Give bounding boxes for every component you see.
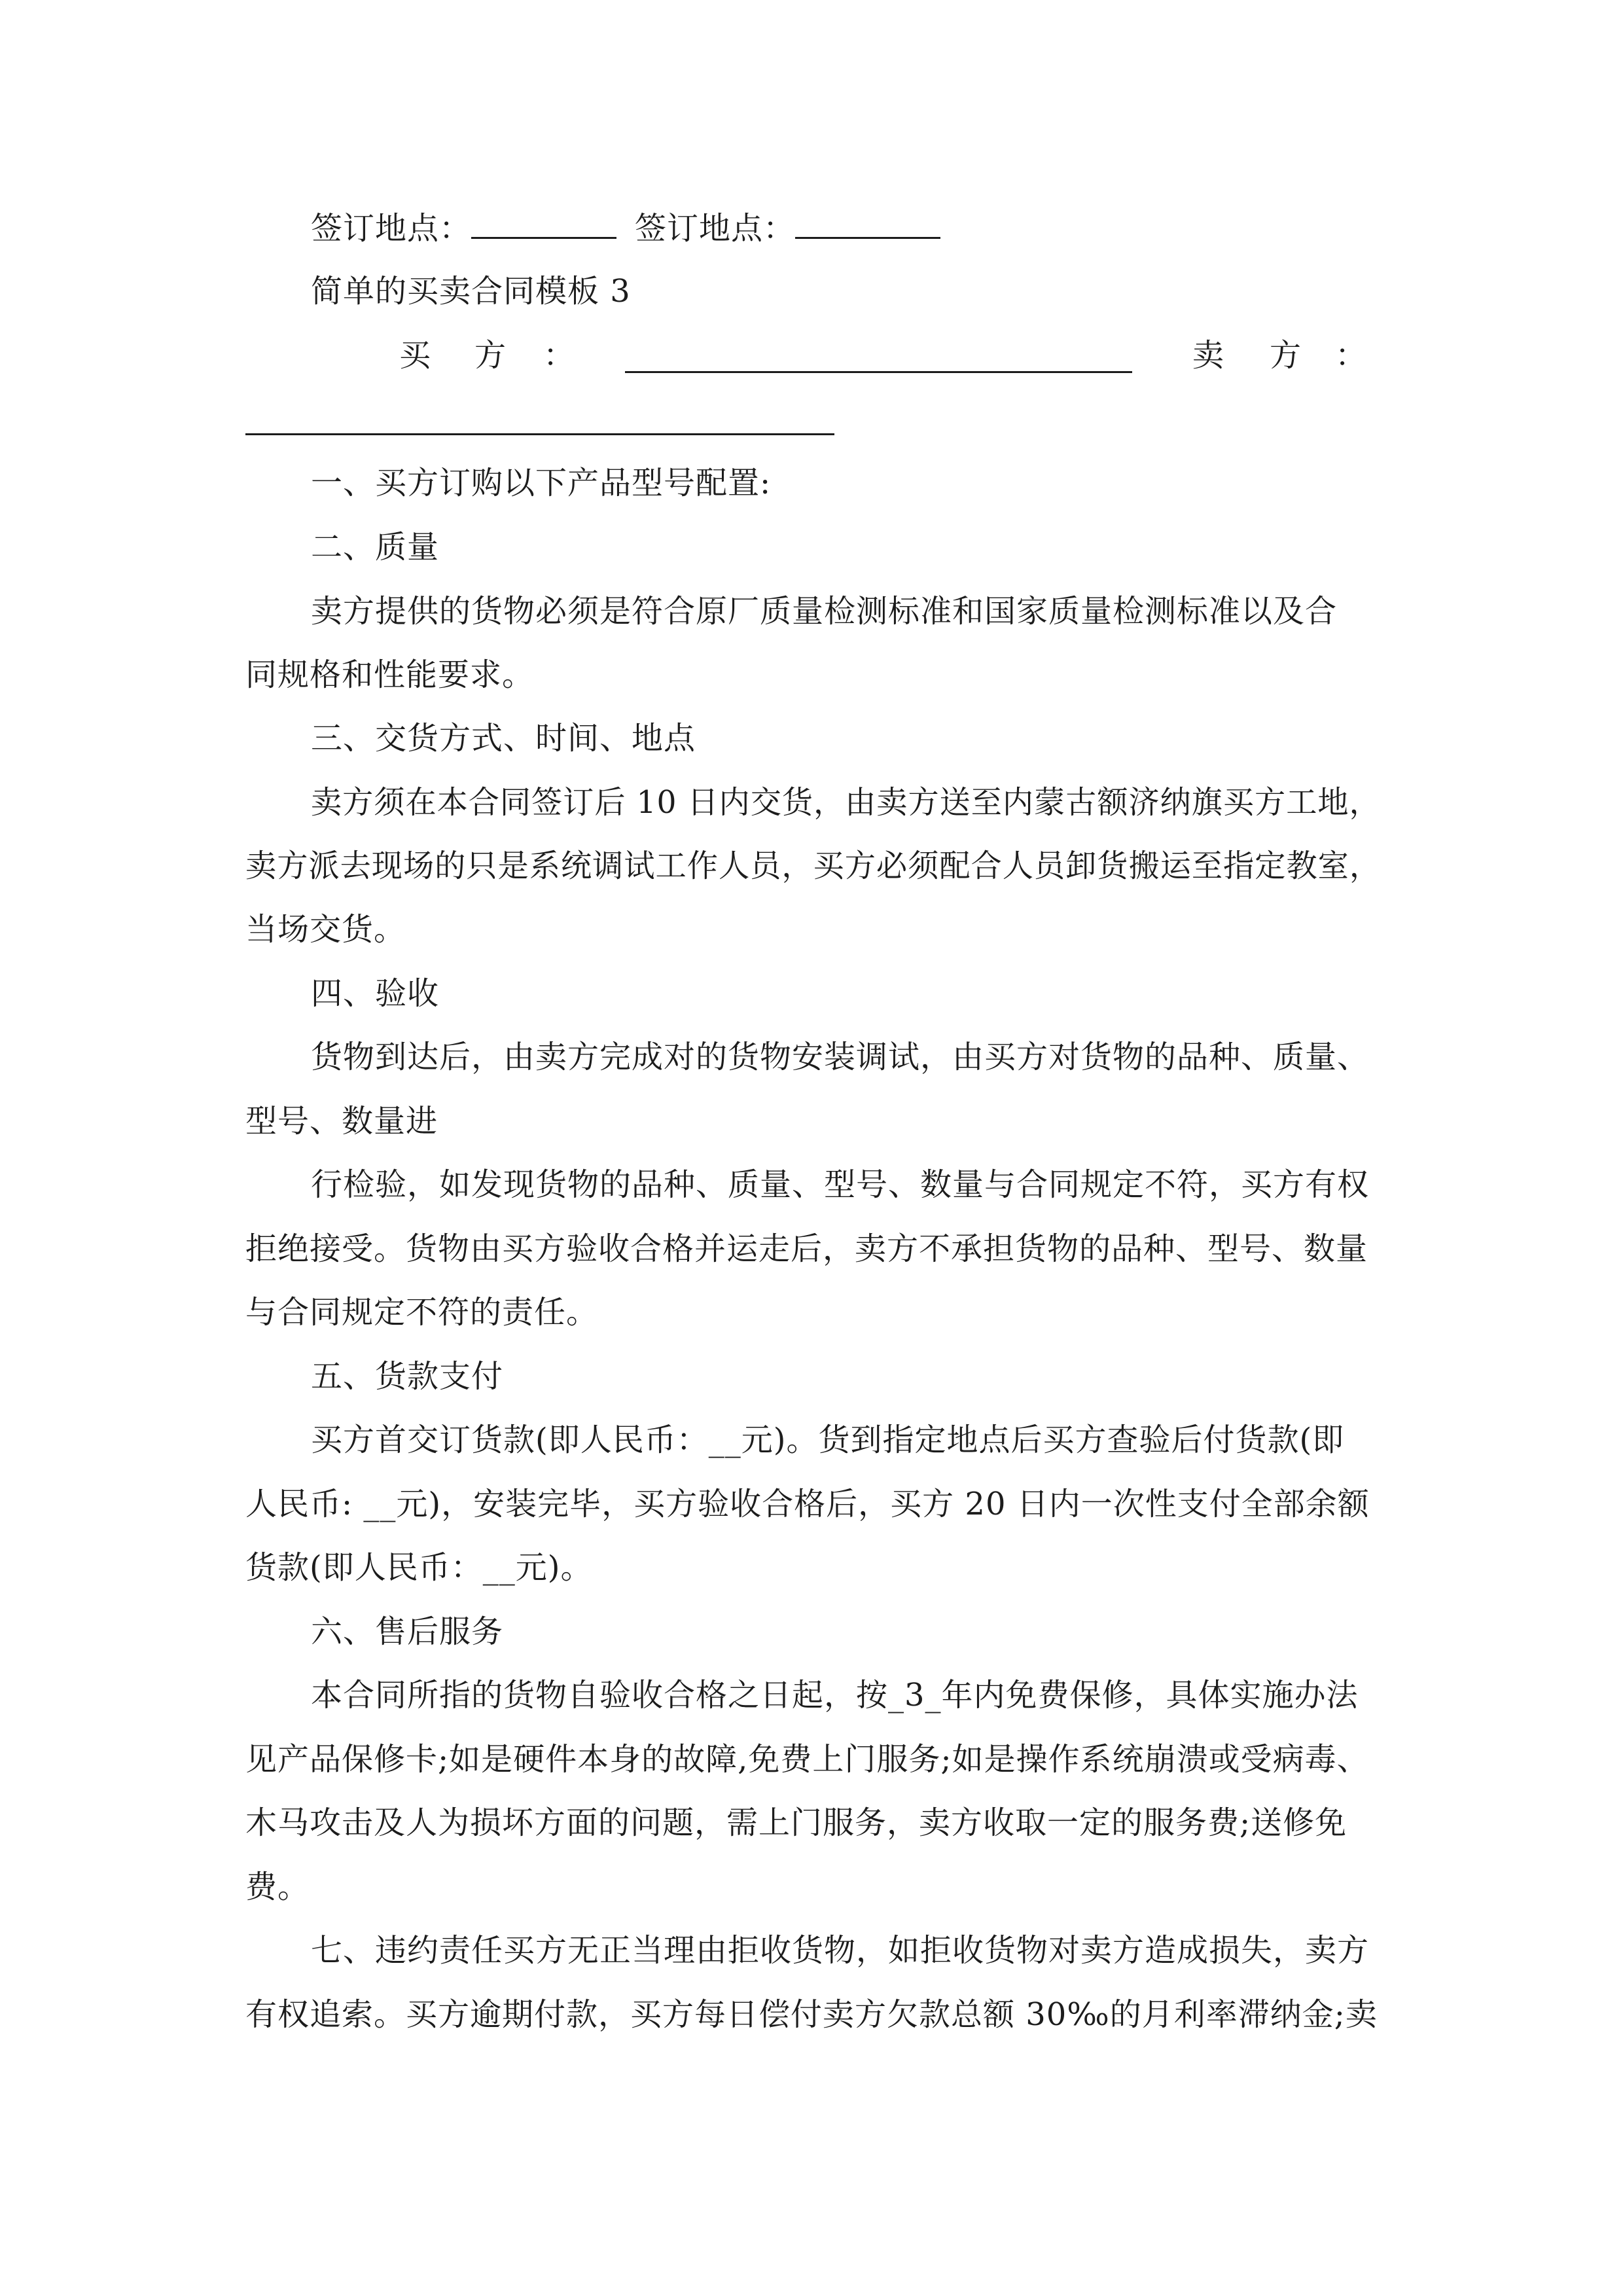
buyer-label-char-2: 方 [474,337,507,374]
seller-blank [245,433,834,435]
sign-place-blank-2 [795,208,940,239]
seller-label-char-2: 方 [1270,337,1302,374]
clause-5-text-line-3: 货款(即人民币：__元)。 [245,1549,593,1586]
clause-6-text-line-1: 本合同所指的货物自验收合格之日起，按_3_年内免费保修，具体实施办法 [311,1677,1359,1713]
clause-2-text-line-1: 卖方提供的货物必须是符合原厂质量检测标准和国家质量检测标准以及合 [311,593,1338,630]
sign-place-label-2: 签订地点： [635,210,796,247]
seller-label-char-1: 卖 [1192,337,1224,374]
clause-7-text-line-1: 七、违约责任买方无正当理由拒收货物，如拒收货物对卖方造成损失，卖方 [311,1932,1370,1969]
sign-place-blank-1 [471,208,616,239]
clause-2-heading: 二、质量 [311,529,440,565]
sign-place-label-1: 签订地点： [311,210,472,247]
clause-6-text-line-4: 费。 [245,1869,310,1905]
buyer-colon: ： [543,337,575,374]
clause-4-text-line-4: 拒绝接受。货物由买方验收合格并运走后，卖方不承担货物的品种、型号、数量 [245,1230,1368,1267]
clause-3-text-line-2: 卖方派去现场的只是系统调试工作人员，买方必须配合人员卸货搬运至指定教室， [245,848,1382,884]
clause-5-text-line-2: 人民币: __元)，安装完毕，买方验收合格后，买方 20 日内一次性支付全部余额 [245,1486,1370,1522]
clause-5-heading: 五、货款支付 [311,1358,504,1395]
clause-7-text-line-2: 有权追索。买方逾期付款，买方每日偿付卖方欠款总额 30‰的月利率滞纳金;卖 [245,1996,1378,2033]
clause-2-text-line-2: 同规格和性能要求。 [245,656,535,693]
clause-6-text-line-2: 见产品保修卡;如是硬件本身的故障,免费上门服务;如是操作系统崩溃或受病毒、 [245,1741,1369,1778]
buyer-label-char-1: 买 [399,337,431,374]
clause-4-heading: 四、验收 [311,975,440,1012]
clause-4-text-line-3: 行检验，如发现货物的品种、质量、型号、数量与合同规定不符，买方有权 [311,1166,1370,1203]
document-title: 简单的买卖合同模板 3 [311,273,631,310]
seller-colon: ： [1335,337,1367,374]
clause-4-text-line-2: 型号、数量进 [245,1103,438,1139]
clause-5-text-line-1: 买方首交订货款(即人民币：__元)。货到指定地点后买方查验后付货款(即 [311,1422,1345,1458]
clause-6-heading: 六、售后服务 [311,1613,504,1650]
clause-3-text-line-3: 当场交货。 [245,911,406,948]
clause-6-text-line-3: 木马攻击及人为损坏方面的问题，需上门服务，卖方收取一定的服务费;送修免 [245,1804,1347,1841]
clause-1-heading: 一、买方订购以下产品型号配置: [311,465,772,501]
clause-3-text-line-1: 卖方须在本合同签订后 10 日内交货，由卖方送至内蒙古额济纳旗买方工地， [311,784,1381,821]
buyer-blank [625,371,1132,373]
sign-place-line [311,208,940,248]
clause-4-text-line-5: 与合同规定不符的责任。 [245,1294,599,1331]
clause-3-heading: 三、交货方式、时间、地点 [311,720,696,757]
clause-4-text-line-1: 货物到达后，由卖方完成对的货物安装调试，由买方对货物的品种、质量、 [311,1039,1370,1075]
